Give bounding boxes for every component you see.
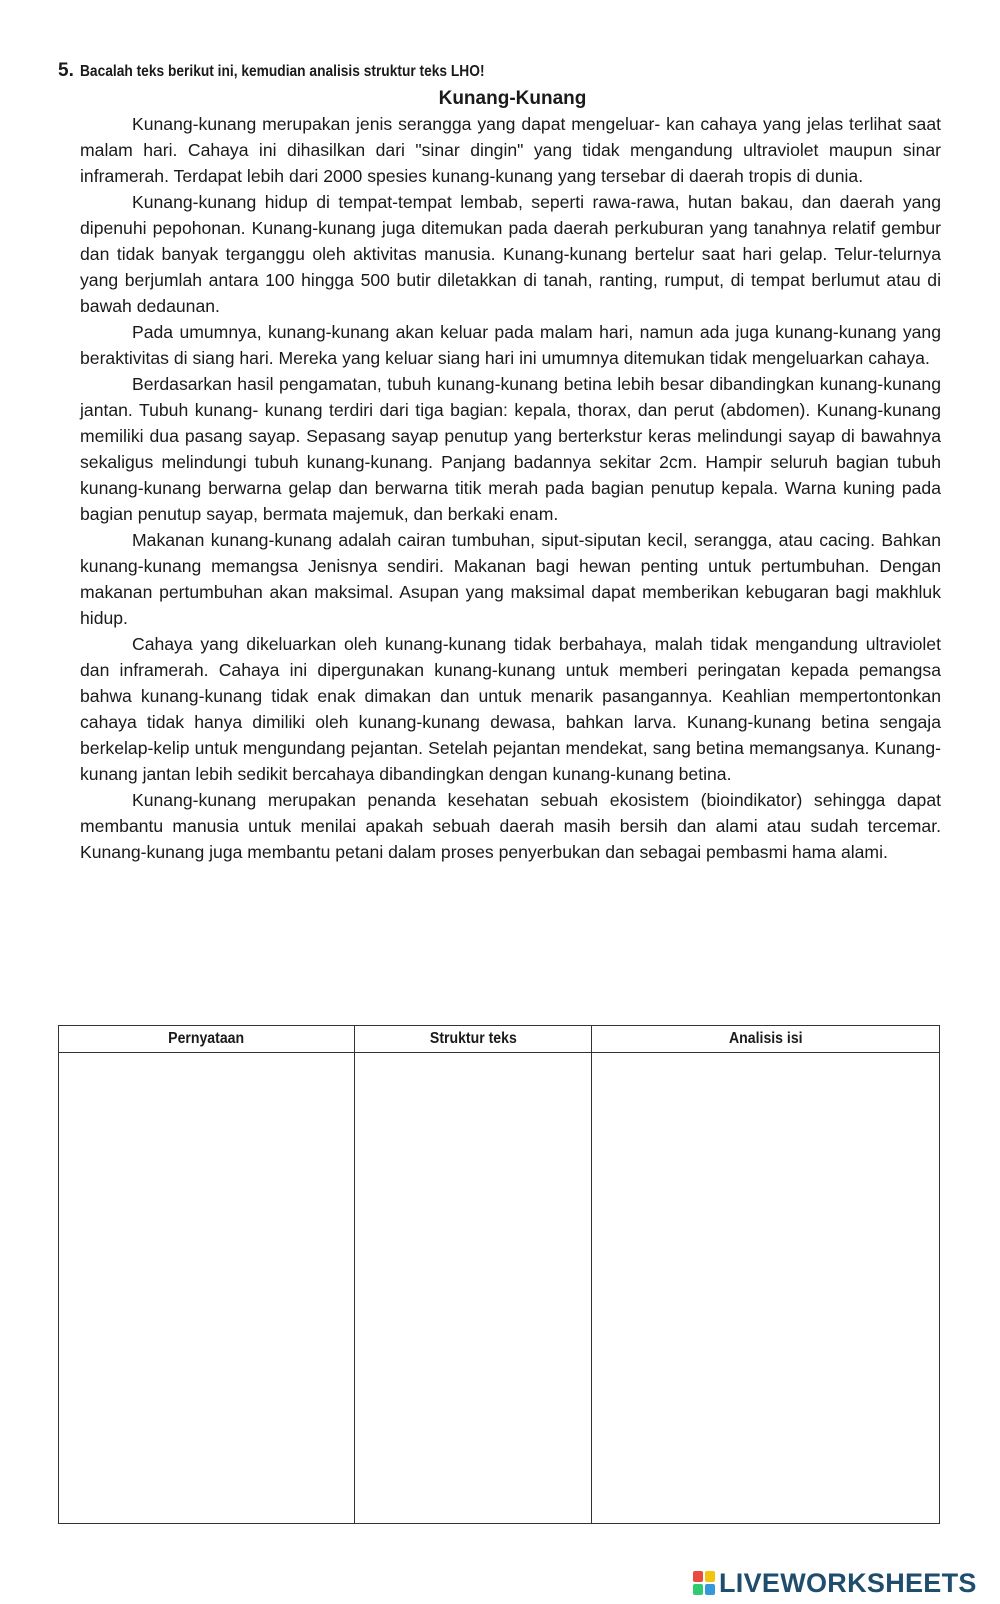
passage-title: Kunang-Kunang	[438, 88, 587, 109]
paragraph: Kunang-kunang hidup di tempat-tempat lembab, seperti rawa-rawa, hutan bakau, dan daerah yang dipenuhi pepohonan. Kunang-kunang juga ditemukan pada daerah perkuburan yang tanahnya relatif gembur dan tidak banyak terganggu oleh aktivitas manusia. Kunang-kunang bertelur saat hari gelap. Telur-telurnya yang berjumlah antara 100 hingga 500 butir diletakkan di tanah, ranting, rumput, di tempat berlumut atau di bawah dedaunan.	[80, 192, 941, 316]
paragraph: Pada umumnya, kunang-kunang akan keluar pada malam hari, namun ada juga kunang-kunang yang beraktivitas di siang hari. Mereka yang keluar siang hari ini umumnya ditemukan tidak mengeluarkan cahaya.	[80, 322, 941, 368]
brand-name: LIVEWORKSHEETS	[719, 1567, 977, 1598]
analisis-isi-cell[interactable]	[592, 1053, 940, 1524]
header-struktur-teks: Struktur teks	[355, 1026, 592, 1053]
table-header-row	[59, 1026, 940, 1053]
paragraph: Makanan kunang-kunang adalah cairan tumbuhan, siput-siputan kecil, serangga, atau cacing. Bahkan kunang-kunang memangsa Jenisnya sendiri. Makanan bagi hewan penting untuk pertumbuhan. Dengan makanan pertumbuhan akan maksimal. Asupan yang maksimal dapat memberikan kebugaran bagi makhluk hidup.	[80, 530, 941, 628]
instruction	[58, 60, 958, 83]
paragraph: Kunang-kunang merupakan jenis serangga yang dapat mengeluar- kan cahaya yang jelas terlihat saat malam hari. Cahaya ini dihasilkan dari "sinar dingin" yang tidak mengandung ultraviolet maupun sinar inframerah. Terdapat lebih dari 2000 spesies kunang-kunang yang tersebar di daerah tropis di dunia.	[80, 114, 941, 186]
header-pernyataan: Pernyataan	[59, 1026, 355, 1053]
question-number: 5.	[58, 60, 74, 81]
instruction-text: Bacalah teks berikut ini, kemudian analisis struktur teks LHO!	[79, 63, 485, 80]
paragraph: Cahaya yang dikeluarkan oleh kunang-kunang tidak berbahaya, malah tidak mengandung ultraviolet dan inframerah. Cahaya ini dipergunakan kunang-kunang untuk memberi peringatan kepada pemangsa bahwa kunang-kunang tidak enak dimakan dan untuk menarik pasangannya. Keahlian mempertontonkan cahaya tidak hanya dimiliki oleh kunang-kunang dewasa, bahkan larva. Kunang-kunang betina sengaja berkelap-kelip untuk mengundang pejantan. Setelah pejantan mendekat, sang betina memangsanya. Kunang-kunang jantan lebih sedikit bercahaya dibandingkan dengan kunang-kunang betina.	[80, 634, 941, 784]
paragraph: Berdasarkan hasil pengamatan, tubuh kunang-kunang betina lebih besar dibandingkan kunang-kunang jantan. Tubuh kunang- kunang terdiri dari tiga bagian: kepala, thorax, dan perut (abdomen). Kunang-kunang memiliki dua pasang sayap. Sepasang sayap penutup yang berterkstur keras melindungi sayap di bawahnya sekaligus melindungi tubuh kunang-kunang. Panjang badannya sekitar 2cm. Hampir seluruh bagian tubuh kunang-kunang berwarna gelap dan berwarna titik merah pada bagian penutup kepala. Warna kuning pada bagian penutup sayap, bermata majemuk, dan berkaki enam.	[80, 374, 941, 524]
table-row	[59, 1053, 940, 1524]
struktur-teks-cell[interactable]	[355, 1053, 592, 1524]
pernyataan-cell[interactable]	[59, 1053, 355, 1524]
paragraph: Kunang-kunang merupakan penanda kesehatan sebuah ekosistem (bioindikator) sehingga dapat membantu manusia untuk menilai apakah sebuah daerah masih bersih dan alami atau sudah tercemar. Kunang-kunang juga membantu petani dalam proses penyerbukan dan sebagai pembasmi hama alami.	[80, 790, 941, 862]
logo-icon	[693, 1571, 715, 1595]
header-analisis-isi: Analisis isi	[592, 1026, 940, 1053]
passage	[80, 111, 941, 865]
analysis-table	[58, 1025, 940, 1524]
liveworksheets-logo	[693, 1567, 977, 1599]
